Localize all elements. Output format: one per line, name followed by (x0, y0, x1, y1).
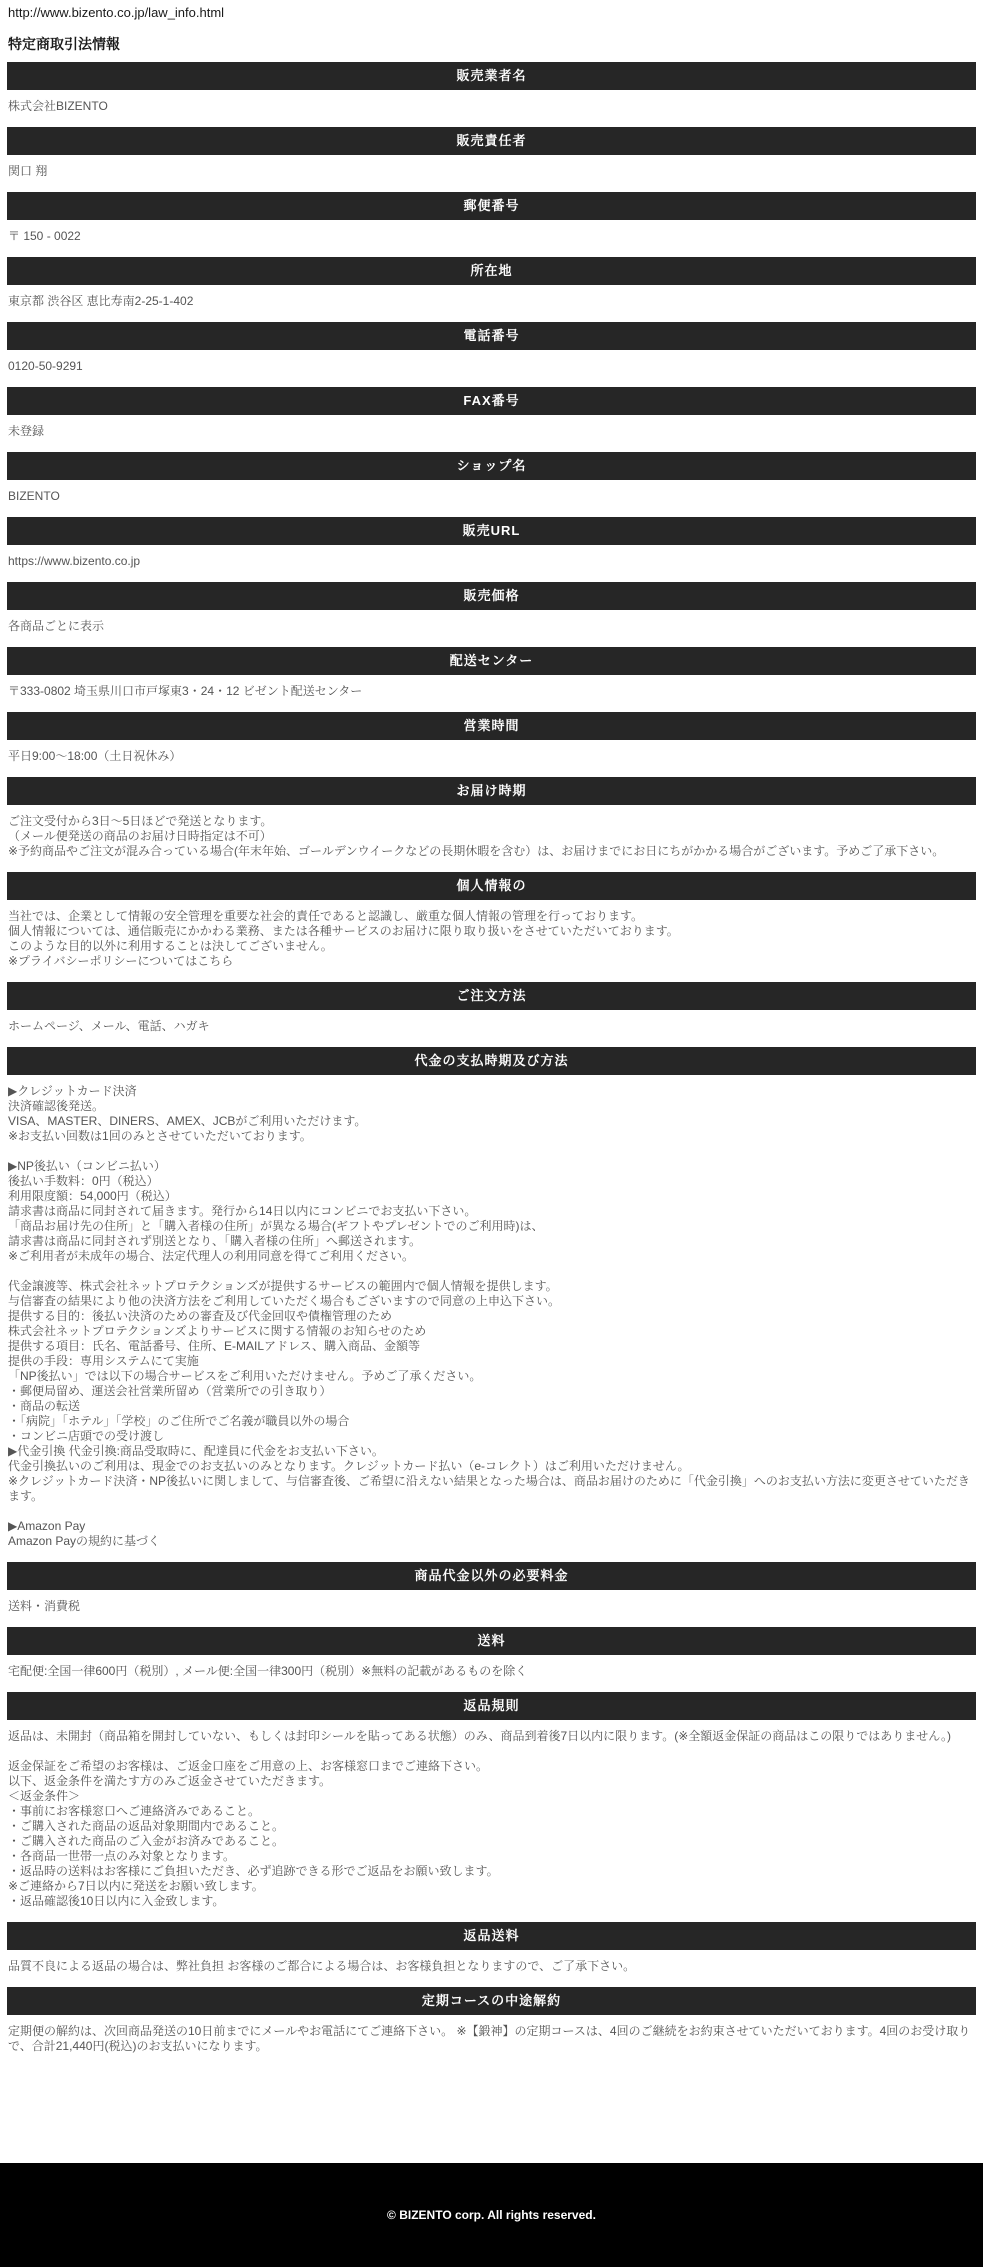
content-line: ▶代金引換 代金引換:商品受取時に、配達員に代金をお支払い下さい。 (8, 1444, 384, 1458)
section-heading-bar: 販売URL (7, 517, 976, 545)
content-line: 0120-50-9291 (8, 359, 83, 373)
section-heading-bar: 返品規則 (7, 1692, 976, 1720)
section-heading-bar: FAX番号 (7, 387, 976, 415)
content-line: ▶NP後払い（コンビニ払い） (8, 1159, 166, 1173)
section-content (7, 1720, 976, 1922)
content-line: 関口 翔 (8, 164, 48, 178)
section-heading-bar: ショップ名 (7, 452, 976, 480)
law-section (7, 1922, 976, 1987)
content-line: ・ご購入された商品の返品対象期間内であること。 (8, 1819, 285, 1833)
section-content (7, 2015, 976, 2067)
section-content (7, 1590, 976, 1627)
section-content (7, 740, 976, 777)
law-section (7, 777, 976, 872)
section-content (7, 675, 976, 712)
section-content (7, 415, 976, 452)
content-line: ＜返金条件＞ (8, 1789, 81, 1803)
content-line: 与信審査の結果により他の決済方法をご利用していただく場合もございますので同意の上申込下さい。 (8, 1294, 561, 1308)
sections (0, 62, 983, 2067)
content-line: 利用限度額：54,000円（税込） (8, 1189, 177, 1203)
content-line: ※プライバシーポリシーについてはこちら (8, 954, 234, 968)
content-line: Amazon Payの規約に基づく (8, 1534, 161, 1548)
page-header (0, 0, 983, 62)
section-heading-bar: 個人情報の (7, 872, 976, 900)
content-line: 返金保証をご希望のお客様は、ご返金口座をご用意の上、お客様窓口までご連絡下さい。 (8, 1759, 489, 1773)
content-line: 返品は、未開封（商品箱を開封していない、もしくは封印シールを貼ってある状態）のみ、商品到着後7日以内に限ります。(※全額返金保証の商品はこの限りではありません。) (8, 1729, 951, 1743)
section-content (7, 220, 976, 257)
content-line: ・事前にお客様窓口へご連絡済みであること。 (8, 1804, 261, 1818)
content-line: https://www.bizento.co.jp (8, 554, 141, 568)
content-line: ・「病院」「ホテル」「学校」のご住所でご名義が職員以外の場合 (8, 1414, 350, 1428)
section-heading-bar: 定期コースの中途解約 (7, 1987, 976, 2015)
content-line: 宅配便:全国一律600円（税別）, メール便:全国一律300円（税別）※無料の記載があるものを除く (8, 1664, 528, 1678)
content-line: 当社では、企業として情報の安全管理を重要な社会的責任であると認識し、厳重な個人情報の管理を行っております。 (8, 909, 644, 923)
section-content (7, 1655, 976, 1692)
section-content (7, 805, 976, 872)
law-section (7, 647, 976, 712)
content-line: ※予約商品やご注文が混み合っている場合(年末年始、ゴールデンウイークなどの長期休暇を含む）は、お届けまでにお日にちがかかる場合がございます。予めご了承下さい。 (8, 844, 945, 858)
content-line: 請求書は商品に同封されて届きます。発行から14日以内にコンビニでお支払い下さい。 (8, 1204, 477, 1218)
content-line: 代金譲渡等、株式会社ネットプロテクションズが提供するサービスの範囲内で個人情報を提供します。 (8, 1279, 558, 1293)
section-heading-bar: ご注文方法 (7, 982, 976, 1010)
law-section (7, 62, 976, 127)
content-line: ・返品確認後10日以内に入金致します。 (8, 1894, 225, 1908)
section-content (7, 350, 976, 387)
section-heading-bar: 代金の支払時期及び方法 (7, 1047, 976, 1075)
section-heading-bar: 販売価格 (7, 582, 976, 610)
section-content (7, 610, 976, 647)
content-line: 品質不良による返品の場合は、弊社負担 お客様のご都合による場合は、お客様負担となりますので、ご了承下さい。 (8, 1959, 636, 1973)
content-line: このような目的以外に利用することは決してございません。 (8, 939, 333, 953)
section-heading-bar: 所在地 (7, 257, 976, 285)
content-line: ※ご利用者が未成年の場合、法定代理人の利用同意を得てご利用ください。 (8, 1249, 415, 1263)
content-line (8, 1144, 975, 1159)
page-footer (0, 2163, 983, 2267)
law-section (7, 452, 976, 517)
law-section (7, 712, 976, 777)
section-heading-bar: 販売責任者 (7, 127, 976, 155)
content-line: 平日9:00〜18:00（土日祝休み） (8, 749, 182, 763)
content-line: ※ご連絡から7日以内に発送をお願い致します。 (8, 1879, 264, 1893)
content-line: 東京都 渋谷区 恵比寿南2-25-1-402 (8, 294, 194, 308)
content-line: VISA、MASTER、DINERS、AMEX、JCBがご利用いただけます。 (8, 1114, 367, 1128)
content-line: 代金引換払いのご利用は、現金でのお支払いのみとなります。クレジットカード払い（e-コレクト）はご利用いただけません。 (8, 1459, 690, 1473)
content-line: ▶クレジットカード決済 (8, 1084, 137, 1098)
section-heading-bar: 配送センター (7, 647, 976, 675)
section-heading-bar: 送料 (7, 1627, 976, 1655)
section-heading-bar: 商品代金以外の必要料金 (7, 1562, 976, 1590)
section-content (7, 900, 976, 982)
content-line: ▶Amazon Pay (8, 1519, 86, 1533)
content-line: （メール便発送の商品のお届け日時指定は不可） (8, 829, 272, 843)
content-line: 送料・消費税 (8, 1599, 81, 1613)
section-heading-bar: 販売業者名 (7, 62, 976, 90)
content-line: 請求書は商品に同封されず別送となり、「購入者様の住所」へ郵送されます。 (8, 1234, 422, 1248)
section-content (7, 1075, 976, 1562)
section-content (7, 90, 976, 127)
section-heading-bar: 郵便番号 (7, 192, 976, 220)
law-section (7, 127, 976, 192)
content-line: 〒 150 - 0022 (8, 229, 81, 243)
content-line: ホームページ、メール、電話、ハガキ (8, 1019, 210, 1033)
content-line (8, 1504, 975, 1519)
content-line (8, 1264, 975, 1279)
content-line: ・ご購入された商品のご入金がお済みであること。 (8, 1834, 285, 1848)
content-line: ・コンビニ店頭での受け渡し (8, 1429, 165, 1443)
law-section (7, 257, 976, 322)
content-line: 「NP後払い」では以下の場合サービスをご利用いただけません。予めご了承ください。 (8, 1369, 482, 1383)
section-heading-bar: 返品送料 (7, 1922, 976, 1950)
content-line: ※クレジットカード決済・NP後払いに関しまして、与信審査後、ご希望に沿えない結果となった場合は、商品お届けのために「代金引換」へのお支払い方法に変更させていただきます。 (8, 1474, 970, 1503)
law-section (7, 1987, 976, 2067)
section-content (7, 545, 976, 582)
section-content (7, 1010, 976, 1047)
content-line: 提供する目的：後払い決済のための審査及び代金回収や債権管理のため (8, 1309, 393, 1323)
law-section (7, 1627, 976, 1692)
law-section (7, 192, 976, 257)
content-line (8, 1744, 975, 1759)
copyright-text: © BIZENTO corp. All rights reserved. (387, 2208, 596, 2222)
content-line: 個人情報については、通信販売にかかわる業務、または各種サービスのお届けに限り取り扱いをさせていただいております。 (8, 924, 679, 938)
law-section (7, 322, 976, 387)
content-line: 株式会社ネットプロテクションズよりサービスに関する情報のお知らせのため (8, 1324, 427, 1338)
content-line: ・商品の転送 (8, 1399, 81, 1413)
page-url: http://www.bizento.co.jp/law_info.html (8, 5, 225, 20)
content-line: BIZENTO (8, 489, 60, 503)
section-content (7, 1950, 976, 1987)
section-content (7, 480, 976, 517)
content-line: ・各商品一世帯一点のみ対象となります。 (8, 1849, 236, 1863)
content-line: 後払い手数料：0円（税込） (8, 1174, 159, 1188)
section-heading-bar: 電話番号 (7, 322, 976, 350)
section-heading-bar: お届け時期 (7, 777, 976, 805)
content-line: 「商品お届け先の住所」と「購入者様の住所」が異なる場合(ギフトやプレゼントでのご利用時)は、 (8, 1219, 544, 1233)
law-section (7, 1562, 976, 1627)
page-title: 特定商取引法情報 (8, 36, 120, 52)
content-line: 未登録 (8, 424, 45, 438)
law-section (7, 517, 976, 582)
law-section (7, 1047, 976, 1562)
section-content (7, 155, 976, 192)
law-section (7, 872, 976, 982)
content-line: 以下、返金条件を満たす方のみご返金させていただきます。 (8, 1774, 332, 1788)
content-line: 決済確認後発送。 (8, 1099, 105, 1113)
content-line: ご注文受付から3日〜5日ほどで発送となります。 (8, 814, 273, 828)
content-line: 提供の手段：専用システムにて実施 (8, 1354, 199, 1368)
law-section (7, 1692, 976, 1922)
content-line: 提供する項目：氏名、電話番号、住所、E-MAILアドレス、購入商品、金額等 (8, 1339, 421, 1353)
law-section (7, 982, 976, 1047)
content-line: ・返品時の送料はお客様にご負担いただき、必ず追跡できる形でご返品をお願い致します。 (8, 1864, 499, 1878)
law-section (7, 387, 976, 452)
section-content (7, 285, 976, 322)
content-line: ・郵便局留め、運送会社営業所留め（営業所での引き取り） (8, 1384, 332, 1398)
content-line: 各商品ごとに表示 (8, 619, 105, 633)
section-heading-bar: 営業時間 (7, 712, 976, 740)
content-line: 株式会社BIZENTO (8, 99, 108, 113)
content-line: ※お支払い回数は1回のみとさせていただいております。 (8, 1129, 312, 1143)
law-section (7, 582, 976, 647)
content-line: 〒333-0802 埼玉県川口市戸塚東3・24・12 ビゼント配送センター (8, 684, 363, 698)
content-line: 定期便の解約は、次回商品発送の10日前までにメールやお電話にてご連絡下さい。 ※【鍛神】の定期コースは、4回のご継続をお約束させていただいております。4回のお受け取りで、合計21,440円(税込)のお支払いになります。 (8, 2024, 971, 2053)
